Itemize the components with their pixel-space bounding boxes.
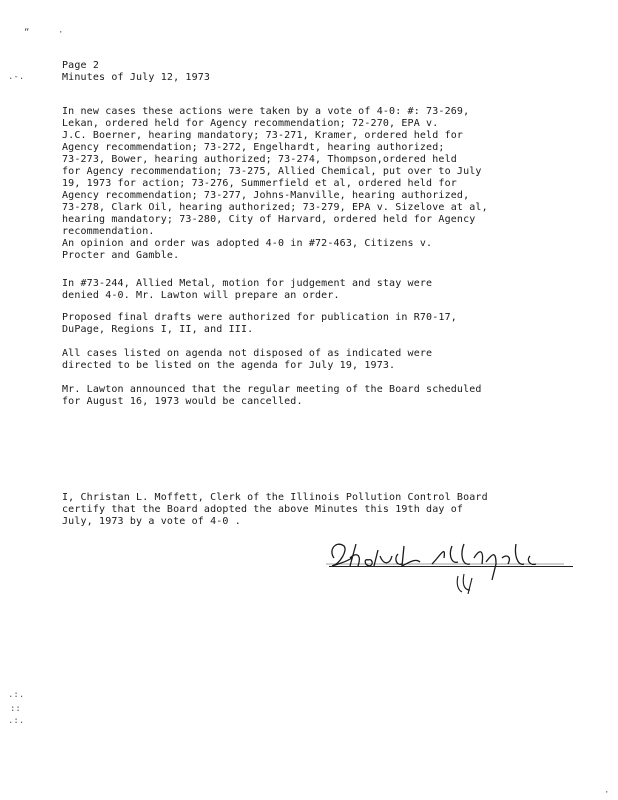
- text-line: All cases listed on agenda not disposed of as indicated were: [62, 348, 433, 359]
- text-line: July, 1973 by a vote of 4-0 .: [62, 516, 241, 527]
- scan-speck: .:.: [8, 716, 25, 726]
- text-line: 73-273, Bower, hearing authorized; 73-274, Thompson,ordered held: [62, 154, 457, 165]
- text-line: Mr. Lawton announced that the regular meeting of the Board scheduled: [62, 384, 482, 395]
- text-line: Agency recommendation; 73-277, Johns-Manville, hearing authorized,: [62, 190, 470, 201]
- text-line: for August 16, 1973 would be cancelled.: [62, 396, 303, 407]
- text-line: In #73-244, Allied Metal, motion for judgement and stay were: [62, 278, 433, 289]
- text-line: hearing mandatory; 73-280, City of Harvard, ordered held for Agency: [62, 214, 476, 225]
- scan-speck: ::: [10, 704, 21, 714]
- text-line: Procter and Gamble.: [62, 250, 180, 261]
- text-line: Agency recommendation; 73-272, Engelhardt, hearing authorized;: [62, 142, 445, 153]
- scan-speck: ·: [58, 28, 64, 38]
- scan-speck: “: [24, 28, 30, 38]
- scan-speck: ·: [604, 788, 610, 798]
- signature-line: [329, 566, 573, 567]
- clerk-initials: [452, 572, 482, 596]
- scan-speck: .-.: [8, 72, 25, 82]
- text-line: denied 4-0. Mr. Lawton will prepare an order.: [62, 290, 340, 301]
- text-line: An opinion and order was adopted 4-0 in #72-463, Citizens v.: [62, 238, 433, 249]
- page-label: Page 2: [62, 60, 100, 71]
- text-line: 19, 1973 for action; 73-276, Summerfield et al, ordered held for: [62, 178, 457, 189]
- scan-speck: .:.: [8, 690, 25, 700]
- text-line: Proposed final drafts were authorized for publication in R70-17,: [62, 312, 457, 323]
- text-line: J.C. Boerner, hearing mandatory; 73-271, Kramer, ordered held for: [62, 130, 464, 141]
- text-line: certify that the Board adopted the above Minutes this 19th day of: [62, 504, 464, 515]
- text-line: In new cases these actions were taken by a vote of 4-0: #: 73-269,: [62, 106, 470, 117]
- text-line: I, Christan L. Moffett, Clerk of the Illinois Pollution Control Board: [62, 492, 488, 503]
- text-line: DuPage, Regions I, II, and III.: [62, 324, 254, 335]
- text-line: 73-278, Clark Oil, hearing authorized; 73-279, EPA v. Sizelove at al,: [62, 202, 488, 213]
- text-line: Lekan, ordered held for Agency recommendation; 72-270, EPA v.: [62, 118, 439, 129]
- text-line: for Agency recommendation; 73-275, Allied Chemical, put over to July: [62, 166, 482, 177]
- text-line: recommendation.: [62, 226, 155, 237]
- text-line: directed to be listed on the agenda for July 19, 1973.: [62, 360, 396, 371]
- minutes-date-label: Minutes of July 12, 1973: [62, 72, 211, 83]
